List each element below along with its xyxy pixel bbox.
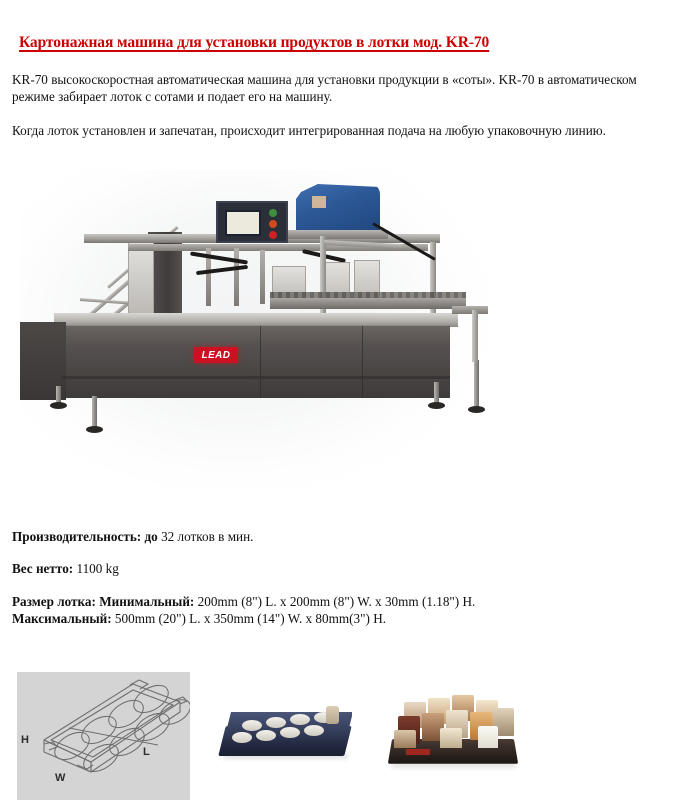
spec-tray-size-label: Размер лотка: [12, 594, 96, 609]
product-cup [440, 728, 462, 750]
machine-cabinet [62, 325, 450, 398]
tray-cup [304, 725, 324, 736]
spec-throughput-prefix: до [144, 529, 158, 544]
machine-leg-1 [92, 396, 97, 428]
magazine-side-plate [128, 242, 154, 316]
spec-tray-size [12, 593, 632, 627]
outfeed-post [472, 310, 478, 362]
spec-tray-min-value: 200mm (8") L. x 200mm (8") W. x 30mm (1.18") H. [197, 594, 476, 609]
control-panel[interactable] [216, 201, 288, 243]
tray-cup [266, 717, 286, 728]
guard-post-right [430, 242, 436, 322]
intro-paragraph-1: KR-70 высокоскоростная автоматическая машина для установки продукции в «соты». KR-70 в автоматическом режиме забирает лоток с сотами и подает его на машину. [12, 72, 637, 104]
cabinet-seam-2 [362, 326, 363, 398]
glue-unit-base [288, 230, 388, 239]
spec-net-weight-label: Вес нетто: [12, 561, 74, 576]
spec-tray-max-value: 500mm (20") L. x 350mm (14") W. x 80mm(3") H. [114, 611, 387, 626]
tray-cup [242, 720, 262, 731]
hot-melt-glue-unit [296, 184, 380, 234]
pick-head-column-2 [234, 248, 239, 306]
spec-throughput-label: Производительность: [12, 529, 142, 544]
pick-head-column-3 [260, 250, 265, 304]
tray-cup [256, 730, 276, 741]
tray-cup [290, 714, 310, 725]
dimension-label-h: H [21, 734, 29, 746]
spec-net-weight-value: 1100 kg [76, 561, 119, 576]
product-photo-filled-tray [378, 686, 528, 778]
spec-tray-min-label: Минимальный: [99, 594, 195, 609]
machine-leg-3 [474, 360, 479, 408]
machine-leg-2 [434, 382, 439, 404]
tray-label-band [406, 749, 430, 755]
spec-net-weight [12, 560, 119, 577]
spec-tray-max-label: Максимальный: [12, 611, 112, 626]
tray-dimension-diagram [17, 672, 190, 800]
product-photo-blue-tray [218, 700, 352, 762]
indicator-lamp-orange[interactable] [269, 220, 277, 228]
page-title: Картонажная машина для установки продуктов в лотки мод. KR-70 [19, 34, 490, 51]
dimension-label-w: W [55, 772, 66, 784]
machine-foot-3 [468, 406, 485, 413]
tray-cup-tall [326, 706, 339, 724]
machine-foot-1 [86, 426, 103, 433]
tray-cup [280, 727, 300, 738]
outfeed-table [452, 306, 488, 314]
glue-unit-label [312, 196, 326, 208]
bottom-image-row [0, 660, 693, 800]
tray-cup [232, 732, 252, 743]
machine-foot-2 [428, 402, 445, 409]
lead-brand-logo: LEAD [194, 347, 238, 363]
tray-diagram-svg [17, 672, 190, 800]
conveyor-frame [270, 298, 466, 309]
intro-paragraph-2: Когда лоток установлен и запечатан, происходит интегрированная подача на любую упаковочную линию. [12, 123, 606, 138]
machine-photo [20, 170, 500, 490]
dimension-label-l: L [143, 746, 150, 758]
hmi-screen[interactable] [225, 210, 261, 236]
spec-throughput [12, 528, 253, 545]
indicator-lamp-green[interactable] [269, 209, 277, 217]
cabinet-seam-1 [260, 326, 261, 398]
machine-foot-4 [50, 402, 67, 409]
spec-throughput-value: 32 лотков в мин. [161, 529, 254, 544]
cabinet-rail [62, 376, 450, 379]
indicator-lamp-red[interactable] [269, 231, 277, 239]
